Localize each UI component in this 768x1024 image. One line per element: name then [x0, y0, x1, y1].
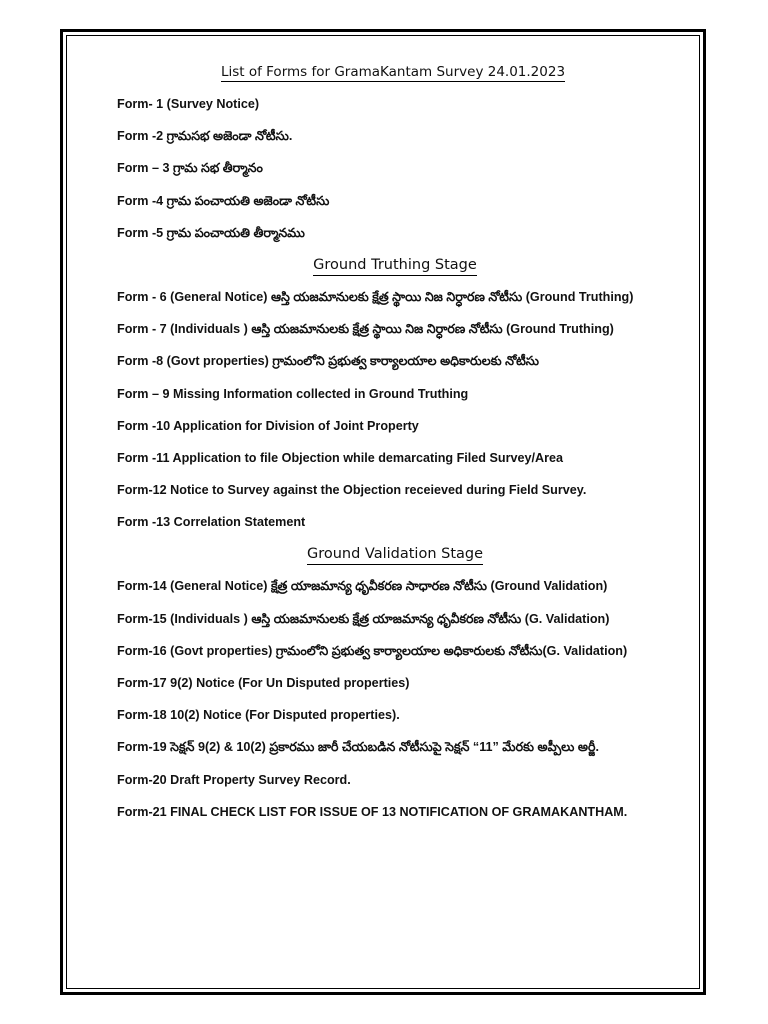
form-item-12: Form-12 Notice to Survey against the Objection receieved during Field Survey.: [117, 483, 587, 498]
form-item-10: Form -10 Application for Division of Joint Property: [117, 418, 419, 433]
form-item-8: Form -8 (Govt properties) గ్రామంలోని ప్రభుత్వ కార్యాలయాల అధికారులకు నోటీసు: [117, 354, 539, 369]
form-item-7: Form - 7 (Individuals ) ఆస్తి యజమానులకు క్షేత్ర స్థాయి నిజ నిర్ధారణ నోటీసు (Ground Truthing): [117, 322, 614, 337]
document-title: [113, 58, 673, 86]
form-item-18: Form-18 10(2) Notice (For Disputed properties).: [117, 708, 400, 723]
form-item-6: Form - 6 (General Notice) ఆస్తి యజమానులకు క్షేత్ర స్థాయి నిజ నిర్ధారణ నోటీసు (Ground Truthing): [117, 289, 634, 304]
form-item-16: Form-16 (Govt properties) గ్రామంలోని ప్రభుత్వ కార్యాలయాల అధికారులకు నోటీసు(G. Validation): [117, 643, 628, 658]
section-heading: [113, 249, 677, 281]
form-item-17: Form-17 9(2) Notice (For Un Disputed properties): [117, 676, 410, 691]
form-item-19: Form-19 సెక్షన్ 9(2) & 10(2) ప్రకారము జారీ చేయబడిన నోటీసుపై సెక్షన్ “11” మేరకు అప్పీలు అర్జీ.: [117, 740, 599, 755]
form-item-14: Form-14 (General Notice) క్షేత్ర యాజమాన్య ధృవీకరణ సాధారణ నోటీసు (Ground Validation): [117, 579, 608, 594]
document-title-text: List of Forms for GramaKantam Survey 24.01.2023: [220, 64, 566, 80]
form-item-5: Form -5 గ్రామ పంచాయతి తీర్మానము: [117, 225, 305, 240]
section-heading-text: Ground Truthing Stage: [313, 257, 477, 276]
document-content: [117, 58, 677, 828]
form-item-2: Form -2 గ్రామసభ అజెండా నోటీసు.: [117, 129, 293, 144]
form-item-11: Form -11 Application to file Objection while demarcating Filed Survey/Area: [117, 450, 564, 465]
form-item-21: Form-21 FINAL CHECK LIST FOR ISSUE OF 13 NOTIFICATION OF GRAMAKANTHAM.: [117, 804, 628, 819]
form-item-3: Form – 3 గ్రామ సభ తీర్మానం: [117, 161, 263, 176]
form-item-15: Form-15 (Individuals ) ఆస్తి యజమానులకు క్షేత్ర యాజమాన్య ధృవీకరణ నోటీసు (G. Validation): [117, 611, 610, 626]
intro-forms-list: [117, 88, 677, 249]
section-heading: [113, 538, 677, 570]
form-item-9: Form – 9 Missing Information collected in Ground Truthing: [117, 386, 469, 401]
section-heading-text: Ground Validation Stage: [307, 546, 483, 565]
section-ground-validation: [117, 538, 677, 828]
form-item-1: Form- 1 (Survey Notice): [117, 97, 260, 111]
form-item-20: Form-20 Draft Property Survey Record.: [117, 772, 351, 787]
section-ground-truthing: [117, 249, 677, 539]
form-item-13: Form -13 Correlation Statement: [117, 515, 306, 530]
form-item-4: Form -4 గ్రామ పంచాయతి అజెండా నోటీసు: [117, 193, 330, 208]
